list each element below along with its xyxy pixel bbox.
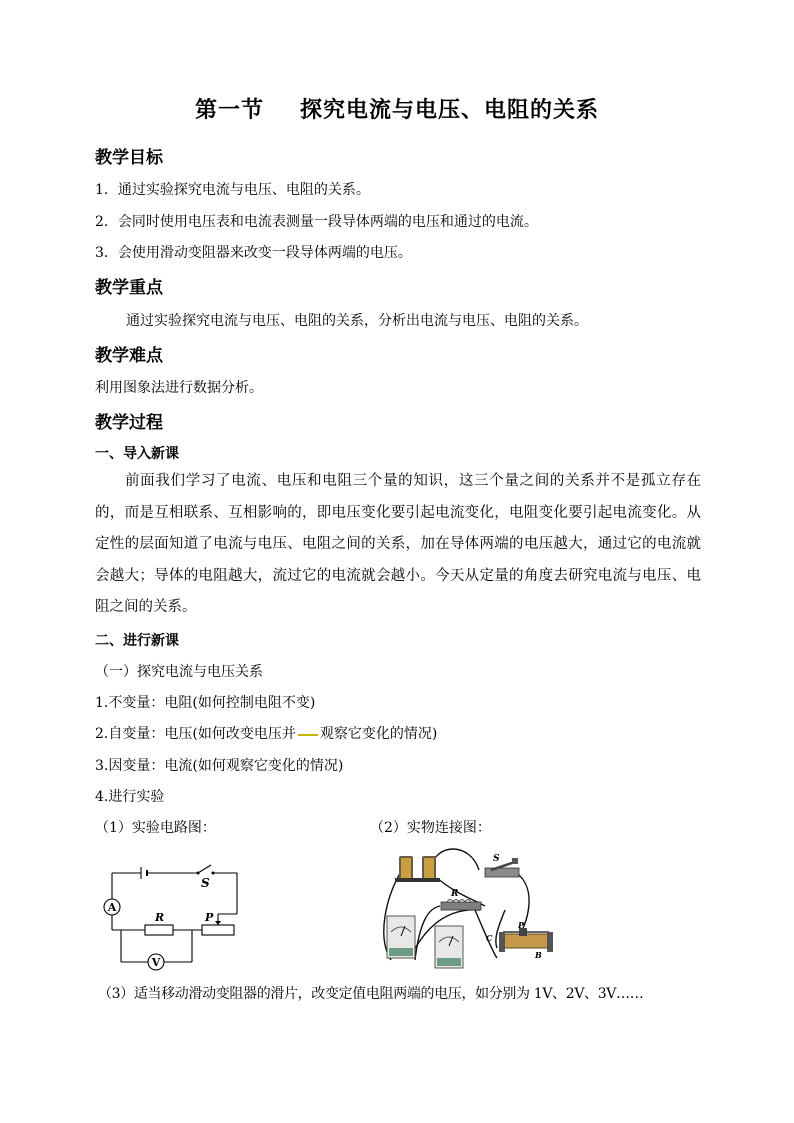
resistor-label: R [155, 911, 165, 924]
wire-battery-switch [430, 849, 479, 870]
key-points-heading: 教学重点 [95, 278, 163, 298]
photo-slider-label: P [518, 920, 525, 930]
circuit-diagram-caption: （1）实验电路图： [95, 820, 216, 836]
slider-label: P [205, 911, 214, 924]
difficulties-heading: 教学难点 [95, 346, 163, 366]
switch-label: S [201, 876, 210, 890]
photo-terminal-c-label: C [486, 933, 493, 943]
photo-diagram-caption: （2）实物连接图： [370, 820, 491, 836]
photo-terminal-b-label: B [535, 950, 542, 960]
knife-switch [485, 858, 519, 877]
new-lesson-heading: 二、进行新课 [95, 633, 179, 649]
key-points-text: 通过实验探究电流与电压、电阻的关系，分析出电流与电压、电阻的关系。 [126, 313, 588, 329]
answer-blank [298, 733, 318, 736]
experiment-heading: 4.进行实验 [95, 789, 165, 805]
ammeter-label: A [107, 901, 117, 914]
title-section-number: 第一节 [194, 98, 264, 123]
slider-arrow [215, 921, 221, 925]
variable-constant: 1.不变量：电阻(如何控制电阻不变) [95, 695, 316, 711]
goal-item-3: 3．会使用滑动变阻器来改变一段导体两端的电压。 [95, 245, 412, 261]
title-topic: 探究电流与电压、电阻的关系 [300, 98, 600, 123]
variable-independent [95, 723, 437, 743]
intro-heading: 一、导入新课 [95, 446, 179, 462]
variable-independent-text-a: 2.自变量：电压(如何改变电压并 [95, 726, 296, 742]
process-heading: 教学过程 [95, 413, 163, 433]
switch-blade [198, 865, 211, 873]
variable-independent-text-b: 观察它变化的情况) [319, 726, 438, 742]
photo-switch-label: S [493, 854, 500, 864]
ammeter-device [435, 926, 463, 968]
subsection-heading: （一）探究电流与电压关系 [95, 664, 263, 680]
difficulties-text: 利用图象法进行数据分析。 [95, 380, 263, 396]
step-3-text: （3）适当移动滑动变阻器的滑片，改变定值电阻两端的电压，如分别为 1V、2V、3V…… [98, 986, 644, 1002]
goals-heading: 教学目标 [95, 148, 163, 168]
goal-item-1: 1．通过实验探究电流与电压、电阻的关系。 [95, 182, 370, 198]
photo-resistor-label: R [451, 889, 459, 899]
voltmeter-device [387, 916, 415, 958]
page-title [0, 93, 794, 124]
physical-connection-diagram [375, 848, 560, 976]
resistor-box [145, 925, 173, 935]
rheostat-box [202, 925, 234, 935]
goal-item-2: 2．会同时使用电压表和电流表测量一段导体两端的电压和通过的电流。 [95, 214, 538, 230]
circuit-diagram [95, 855, 245, 975]
voltmeter-label: V [151, 956, 161, 969]
battery-pack [395, 856, 440, 882]
intro-paragraph: 前面我们学习了电流、电压和电阻三个量的知识，这三个量之间的关系并不是孤立存在的，而是互相联系、互相影响的，即电压变化要引起电流变化，电阻变化要引起电流变化。从定性的层面知道了电流与电压、电阻之间的关系，加在导体两端的电压越大，通过它的电流就会越大；导体的电阻越大，流过它的电流就会越小。今天从定量的角度去研究电流与电压、电阻之间的关系。 [95, 473, 701, 615]
variable-dependent: 3.因变量：电流(如何观察它变化的情况) [95, 758, 344, 774]
rheostat-device [499, 928, 553, 952]
